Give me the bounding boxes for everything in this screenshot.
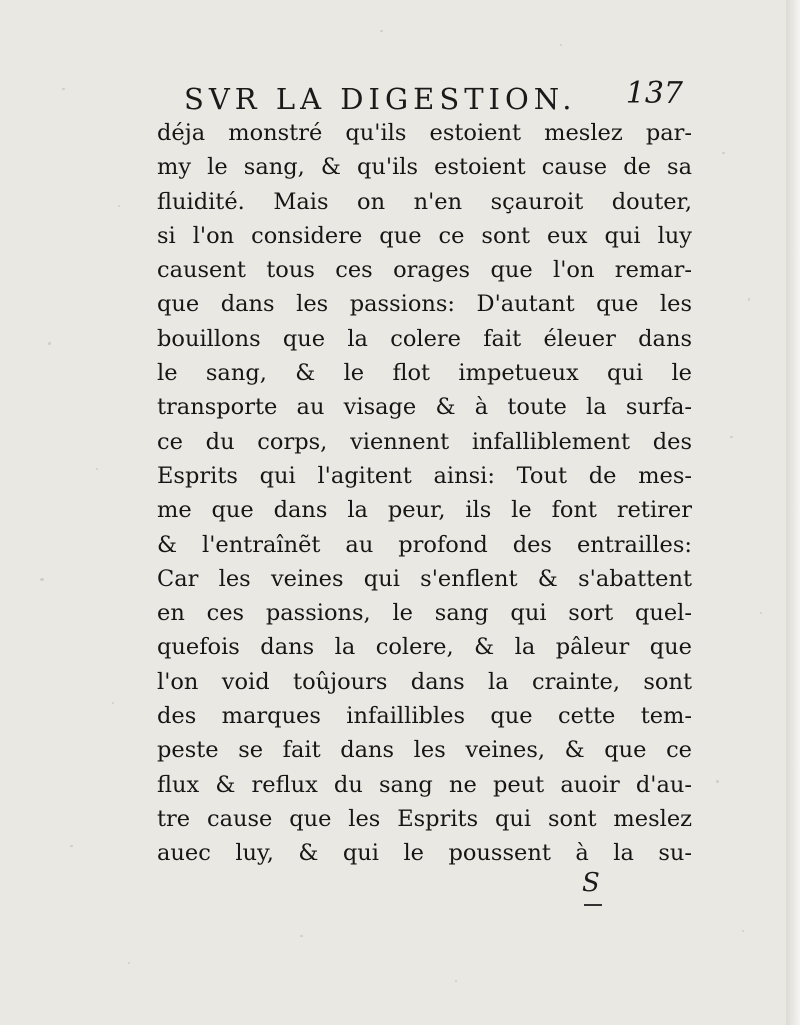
body-text	[157, 116, 692, 871]
text-line: peste se fait dans les veines, & que ce	[157, 737, 692, 764]
text-line: & l'entraînẽt au profond des entrailles:	[157, 531, 692, 558]
text-line: en ces passions, le sang qui sort quel-	[157, 600, 692, 627]
text-line: que dans les passions: D'autant que les	[157, 291, 692, 318]
text-line: bouillons que la colere fait éleuer dans	[157, 325, 692, 352]
text-line: si l'on considere que ce sont eux qui luy	[157, 222, 692, 249]
text-line: Car les veines qui s'enflent & s'abattent	[157, 565, 692, 592]
signature-underline	[584, 904, 602, 906]
page-header	[156, 72, 691, 122]
text-line: fluidité. Mais on n'en sçauroit douter,	[157, 188, 692, 215]
text-line: auec luy, & qui le poussent à la su-	[157, 840, 692, 867]
text-line: Esprits qui l'agitent ainsi: Tout de mes-	[157, 462, 692, 489]
page-number: 137	[625, 76, 683, 111]
text-line: le sang, & le flot impetueux qui le	[157, 360, 692, 387]
text-line: causent tous ces orages que l'on remar-	[157, 257, 692, 284]
text-line: quefois dans la colere, & la pâleur que	[157, 634, 692, 661]
running-title: SVR LA DIGESTION.	[184, 82, 577, 116]
signature-mark: S	[582, 868, 600, 898]
text-line: ce du corps, viennent infalliblement des	[157, 428, 692, 455]
text-line: me que dans la peur, ils le font retirer	[157, 497, 692, 524]
text-line: déja monstré qu'ils estoient meslez par-	[157, 120, 692, 146]
page-edge-shadow	[786, 0, 800, 1025]
text-line: tre cause que les Esprits qui sont meslez	[157, 805, 692, 832]
text-line: flux & reflux du sang ne peut auoir d'au-	[157, 771, 692, 798]
text-line: l'on void toûjours dans la crainte, sont	[157, 668, 692, 695]
text-line: my le sang, & qu'ils estoient cause de sa	[157, 154, 692, 181]
text-line: transporte au visage & à toute la surfa-	[157, 394, 692, 421]
text-line: des marques infaillibles que cette tem-	[157, 703, 692, 730]
